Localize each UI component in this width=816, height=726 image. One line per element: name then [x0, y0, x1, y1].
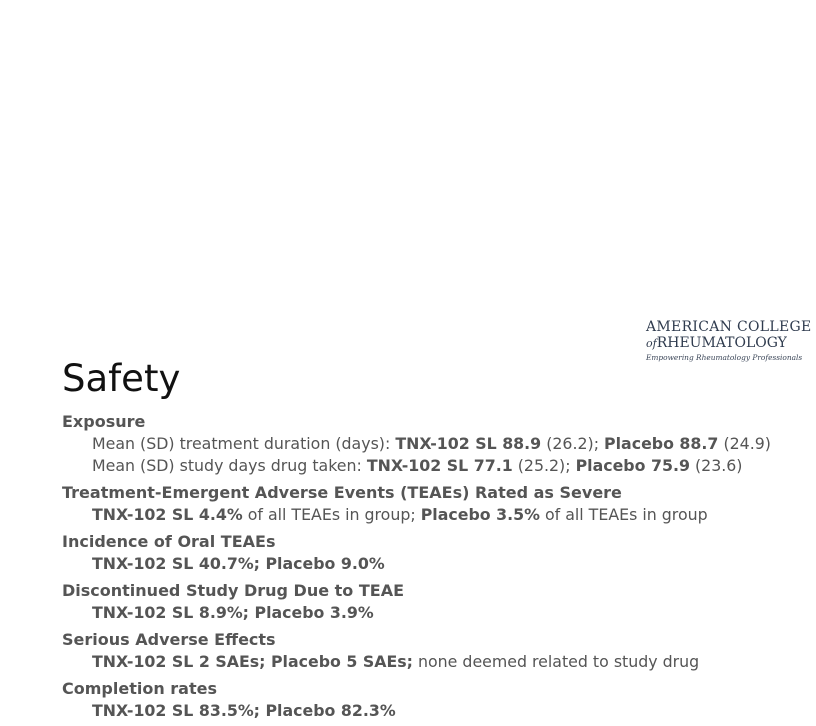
- detail-text: (26.2);: [541, 434, 605, 453]
- section-0: [62, 410, 802, 477]
- detail-text: Mean (SD) treatment duration (days):: [92, 434, 396, 453]
- detail-line: [62, 433, 802, 455]
- section-heading: Exposure: [62, 412, 146, 431]
- detail-text: (25.2);: [512, 456, 576, 475]
- logo-line-1: AMERICAN COLLEGE: [646, 319, 812, 335]
- logo-of: of: [646, 337, 657, 350]
- highlight-value: TNX-102 SL 77.1: [366, 456, 513, 475]
- highlight-value: TNX-102 SL 83.5%; Placebo 82.3%: [92, 701, 396, 720]
- detail-text: Mean (SD) study days drug taken:: [92, 456, 367, 475]
- highlight-value: TNX-102 SL 2 SAEs; Placebo 5 SAEs;: [92, 652, 413, 671]
- section-4: [62, 628, 802, 673]
- section-5: [62, 677, 802, 722]
- safety-content: [62, 410, 802, 726]
- highlight-value: Placebo 88.7: [604, 434, 719, 453]
- highlight-value: Placebo 75.9: [575, 456, 690, 475]
- highlight-value: TNX-102 SL 8.9%; Placebo 3.9%: [92, 603, 374, 622]
- detail-line: [62, 553, 802, 575]
- detail-line: [62, 504, 802, 526]
- detail-text: none deemed related to study drug: [412, 652, 700, 671]
- highlight-value: TNX-102 SL 40.7%; Placebo 9.0%: [92, 554, 385, 573]
- detail-line: [62, 700, 802, 722]
- acr-logo: [646, 319, 812, 364]
- section-heading: Incidence of Oral TEAEs: [62, 532, 276, 551]
- detail-line: [62, 602, 802, 624]
- section-heading: Discontinued Study Drug Due to TEAE: [62, 581, 405, 600]
- detail-line: [62, 455, 802, 477]
- logo-rheumatology: RHEUMATOLOGY: [656, 335, 787, 351]
- highlight-value: TNX-102 SL 88.9: [395, 434, 542, 453]
- highlight-value: Placebo 3.5%: [420, 505, 540, 524]
- detail-line: [62, 651, 802, 673]
- logo-tagline: Empowering Rheumatology Professionals: [646, 353, 803, 362]
- detail-text: of all TEAEs in group: [539, 505, 708, 524]
- page-title: Safety: [62, 357, 181, 400]
- section-1: [62, 481, 802, 526]
- detail-text: (24.9): [718, 434, 771, 453]
- section-heading: Completion rates: [62, 679, 217, 698]
- section-heading: Serious Adverse Effects: [62, 630, 276, 649]
- detail-text: of all TEAEs in group;: [242, 505, 421, 524]
- section-heading: Treatment-Emergent Adverse Events (TEAEs) Rated as Severe: [62, 483, 622, 502]
- highlight-value: TNX-102 SL 4.4%: [92, 505, 243, 524]
- logo-line-2: [646, 335, 796, 352]
- section-2: [62, 530, 802, 575]
- section-3: [62, 579, 802, 624]
- detail-text: (23.6): [689, 456, 743, 475]
